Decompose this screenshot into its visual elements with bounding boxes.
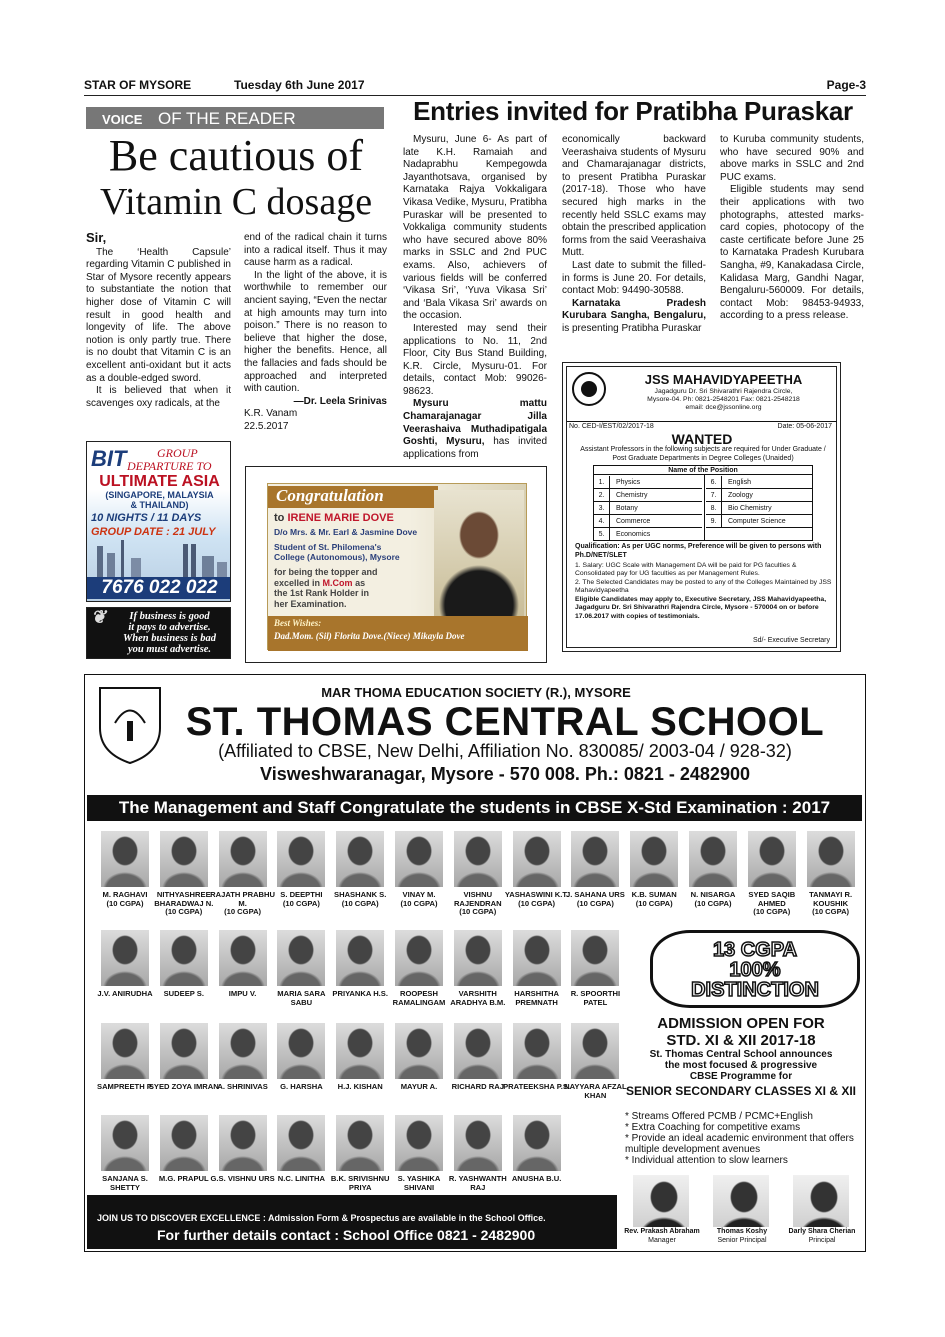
wanted-intro: Assistant Professors in the following subjects are required for Under Graduate / Post Graduate Departments in Degree Colleges (Unaided) — [580, 446, 826, 462]
student-name: S. DEEPTHI (10 CGPA) — [280, 890, 323, 908]
news-paragraph: Eligible students may send their applications with two photographs, attested marks-card copies, photocopy of the caste certificate before June 25 to Karnataka Pradesh Kurubara Sangha, #9, Kanakadasa Circle, Kalidasa Marg, Gandhi Nagar, Bengaluru-560009. For details, contact Mob: 98453-94933, according to a press release. — [720, 184, 864, 322]
letter-column-2 — [244, 232, 387, 434]
student-name: NAYYARA AFZAL KHAN — [564, 1082, 627, 1100]
student-photo — [160, 831, 208, 887]
graduate-photo — [434, 490, 524, 616]
letter-signature: —Dr. Leela Srinivas — [293, 395, 387, 407]
bit-line: GROUP — [157, 446, 198, 460]
student-name: MAYUR A. — [400, 1082, 438, 1091]
staff-photo — [713, 1175, 769, 1227]
jss-email: email: dce@jssonline.org — [685, 404, 762, 411]
bit-logo: BIT — [91, 446, 127, 471]
news-paragraph: Mysuru mattu Chamarajanagar Jilla Veerashaiva Muthadipatigala Goshti, Mysuru, has invited applications from — [403, 398, 548, 460]
student-name: RAJATH PRABHU M. (10 CGPA) — [210, 890, 276, 916]
position-subject: Bio Chemistry — [728, 505, 772, 512]
ref-number: No. CED-I/EST/02/2017-18 — [569, 423, 654, 430]
position-row — [594, 489, 702, 502]
congratulation-card — [267, 483, 527, 650]
student-name: M. RAGHAVI (10 CGPA) — [102, 890, 148, 908]
letter-place: K.R. Vanam — [244, 408, 298, 420]
bit-line: & THAILAND) — [130, 500, 189, 510]
page-header — [84, 76, 866, 96]
student-name: J. SAHANA URS (10 CGPA) — [565, 890, 625, 908]
student-photo — [454, 1023, 502, 1079]
student-photo — [689, 831, 737, 887]
student-photo — [395, 930, 443, 986]
student-photo — [454, 831, 502, 887]
student-name: J.V. ANIRUDHA — [97, 989, 153, 998]
positions-header: Name of the Position — [594, 466, 812, 475]
positions-table — [593, 465, 813, 541]
student-photo — [101, 831, 149, 887]
jss-address: Jagadguru Dr. Sri Shivarathri Rajendra Circle, — [654, 388, 793, 395]
positions-right — [706, 476, 812, 528]
letter-date: 22.5.2017 — [244, 420, 289, 432]
jss-inner — [566, 366, 837, 648]
position-subject: Commerce — [616, 518, 651, 525]
student-photo — [219, 930, 267, 986]
filler-line: it pays to advertise. — [128, 622, 211, 633]
position-row — [594, 515, 702, 528]
jss-emblem-icon — [571, 371, 607, 407]
footer-contact: For further details contact : School Office 0821 - 2482900 — [157, 1227, 536, 1243]
student-name: ROOPESH RAMALINGAM — [392, 989, 446, 1007]
letter-salutation: Sir, — [86, 230, 107, 245]
admission-line: St. Thomas Central School announces — [649, 1049, 833, 1060]
bit-line: DEPARTURE TO — [127, 459, 212, 473]
jss-wanted-ad — [562, 362, 841, 652]
student-photo — [336, 930, 384, 986]
student-name: G. HARSHA — [280, 1082, 323, 1091]
wishes-band — [268, 616, 528, 651]
student-name: VINAY M. (10 CGPA) — [400, 890, 438, 908]
bit-line: (SINGAPORE, MALAYSIA — [105, 490, 214, 500]
student-photo — [513, 930, 561, 986]
student-name: B.K. SRIVISHNU PRIYA — [330, 1174, 390, 1192]
staff-name: Darly Shara Cherian Principal — [788, 1228, 856, 1244]
student-name: VARSHITH ARADHYA B.M. — [450, 989, 506, 1007]
position-row — [594, 528, 702, 541]
divider — [567, 421, 837, 422]
advertise-filler — [86, 607, 231, 659]
student-name: R. SPOORTHI PATEL — [570, 989, 621, 1007]
student-name: S. YASHIKA SHIVANI — [397, 1174, 441, 1192]
news-paragraph: Karnataka Pradesh Kurubara Sangha, Bengaluru, is presenting Pratibha Puraskar — [562, 297, 706, 334]
school-affiliation: (Affiliated to CBSE, New Delhi, Affiliation No. 830085/ 2003-04 / 928-32) — [218, 741, 792, 761]
page-number: Page-3 — [826, 78, 866, 92]
student-name: SYED ZOYA IMRAN — [148, 1082, 219, 1091]
student-name: RICHARD RAJ — [451, 1082, 504, 1091]
letter-column-1 — [86, 232, 231, 410]
student-photo — [219, 1115, 267, 1171]
student-name: NITHYASHREE BHARADWAJ N. (10 CGPA) — [154, 890, 214, 916]
student-photo — [630, 831, 678, 887]
student-name: VISHNU RAJENDRAN (10 CGPA) — [453, 890, 502, 916]
student-photo — [277, 1023, 325, 1079]
college-line: College (Autonomous), Mysore — [274, 552, 400, 562]
student-name: IMPU V. — [228, 989, 257, 998]
student-name: ANUSHA B.U. — [511, 1174, 562, 1183]
filler-line: When business is bad — [122, 633, 217, 644]
feature-list — [625, 1111, 857, 1166]
admission-programme: SENIOR SECONDARY CLASSES XI & XII — [625, 1084, 857, 1098]
position-number: 3. — [594, 502, 610, 514]
feature-item: * Provide an ideal academic environment that offers multiple development avenues — [625, 1133, 854, 1155]
distinction-badge — [650, 930, 860, 1008]
student-photo — [101, 1115, 149, 1171]
admission-line: CBSE Programme for — [689, 1071, 793, 1082]
student-photo — [571, 831, 619, 887]
distinction-label: DISTINCTION — [691, 979, 819, 1001]
student-name: G.S. VISHNU URS — [210, 1174, 275, 1183]
student-photo — [748, 831, 796, 887]
news-paragraph: to Kuruba community students, who have secured 90% and above marks in SSLC and 2nd PUC exams. — [720, 134, 864, 183]
admission-line: the most focused & progressive — [664, 1060, 818, 1071]
news-paragraph: economically backward Veerashaiva students of Mysuru and Chamarajanagar districts, to present Pratibha Puraskar (2017-18). Those who have secured high marks in the recently held SSLC exams may obtain the prescribed application forms from the said Veerashaiva Mutt. — [562, 134, 706, 259]
wishes-label: Best Wishes: — [274, 618, 322, 628]
student-name: N. NISARGA (10 CGPA) — [690, 890, 736, 908]
position-subject: English — [728, 479, 751, 486]
issue-date: Tuesday 6th June 2017 — [234, 78, 365, 92]
position-row — [706, 502, 812, 515]
position-row — [706, 515, 812, 528]
note-1: 1. Salary: UGC Scale with Management DA will be paid for PG faculties & Consolidated pay for UG faculties as per Management Rules. — [575, 562, 797, 578]
student-photo — [160, 1023, 208, 1079]
pass-percentage: 100% — [729, 959, 781, 981]
position-subject: Economics — [616, 531, 651, 538]
student-photo — [513, 1023, 561, 1079]
student-photo — [219, 1023, 267, 1079]
student-photo — [336, 831, 384, 887]
society-name: MAR THOMA EDUCATION SOCIETY (R.), MYSORE — [321, 685, 631, 700]
student-name: YASHASWINI K.T. (10 CGPA) — [504, 890, 569, 908]
student-photo — [336, 1115, 384, 1171]
note-2: 2. The Selected Candidates may be posted to any of the Colleges Maintained by JSS Mahavidyapeetha — [575, 579, 832, 595]
student-photo — [277, 831, 325, 887]
student-name: SAMPREETH P. — [97, 1082, 153, 1091]
student-photo — [277, 930, 325, 986]
school-address: Visweshwaranagar, Mysore - 570 008. Ph.: 0821 - 2482900 — [260, 764, 750, 784]
position-number: 4. — [594, 515, 610, 527]
position-subject: Zoology — [728, 492, 753, 499]
position-number: 2. — [594, 489, 610, 501]
note-3: Eligible Candidates may apply to, Executive Secretary, JSS Mahavidyapeetha, Jagadguru Dr. Sri Shivarathri Rajendra Circle, Mysore - 570004 on or before 17.06.2017 with copies of testimonials. — [575, 596, 827, 620]
position-row — [706, 476, 812, 489]
qualification: Qualification: As per UGC norms, Preference will be given to persons with Ph.D/NET/SLET — [575, 543, 822, 559]
letter-headline-2: Vitamin C dosage — [99, 181, 373, 223]
student-name: SYED SAQIB AHMED (10 CGPA) — [748, 890, 796, 916]
pratibha-column-2 — [562, 134, 706, 336]
position-row — [594, 476, 702, 489]
admission-heading: ADMISSION OPEN FOR — [657, 1015, 825, 1032]
student-name: HARSHITHA PREMNATH — [514, 989, 559, 1007]
voice-of-reader-banner — [86, 107, 384, 129]
student-photo — [807, 831, 855, 887]
student-photo — [101, 1023, 149, 1079]
student-photo — [513, 831, 561, 887]
filler-line: If business is good — [129, 611, 210, 622]
position-number: 8. — [706, 502, 722, 514]
student-photo — [336, 1023, 384, 1079]
wanted-heading: WANTED — [671, 431, 733, 447]
bit-phone: 7676 022 022 — [87, 577, 231, 599]
voice-tag: VOICE — [102, 112, 143, 127]
staff-photo — [793, 1175, 849, 1227]
letter-headline-1: Be cautious of — [108, 131, 364, 180]
student-photo — [571, 930, 619, 986]
bit-destination: ULTIMATE ASIA — [99, 473, 220, 490]
student-photo — [395, 1023, 443, 1079]
position-number: 9. — [706, 515, 722, 527]
pratibha-column-1 — [403, 134, 547, 461]
student-name: K.B. SUMAN (10 CGPA) — [631, 890, 677, 908]
student-name: M.G. PRAPUL — [158, 1174, 209, 1183]
flourish-icon: ❦ — [91, 607, 107, 627]
student-photo — [160, 1115, 208, 1171]
letter-paragraph: end of the radical chain it turns into a radical itself. Thus it may cause harm as a radical. — [244, 232, 387, 269]
staff-photo — [633, 1175, 689, 1227]
to-label: to — [274, 512, 285, 524]
positions-left — [594, 476, 702, 541]
honoree-parents: D/o Mrs. & Mr. Earl & Jasmine Dove — [274, 527, 418, 537]
position-number: 6. — [706, 476, 722, 488]
jss-signature: Sd/- Executive Secretary — [752, 637, 830, 644]
st-thomas-school-ad — [84, 674, 866, 1252]
achievement-text: for being the topper and excelled in M.Com as the 1st Rank Holder in her Examination. — [274, 567, 378, 609]
feature-item: * Individual attention to slow learners — [625, 1155, 788, 1166]
student-photo — [454, 1115, 502, 1171]
letter-paragraph: The ‘Health Capsule’ regarding Vitamin C published in Star of Mysore recently appears to substantiate the notion that higher dose of Vitamin C will result in good health and longevity of life. The above notion is only partly true. There is no doubt that Vitamin C is an excellent anti-oxidant but it acts as a double-edged sword. — [86, 246, 231, 384]
news-paragraph: Mysuru, June 6- As part of late K.H. Ramaiah and Nadaprabhu Kempegowda Jayanthotsava, organised by Karnataka Rajya Vokkaligara Vikasa Vedike, Mysuru, Pratibha Puraskar will be presented to Vokkaliga community students who have secured above 80% marks in SSLC and 2nd PUC exams. Also, achievers of various fields will be conferred ‘Vikasa Sri’, ‘Yuva Vikasa Sri’ and ‘Bala Vikasa Sri’ awards on the occasion. — [403, 134, 547, 322]
admission-classes: STD. XI & XII 2017-18 — [666, 1032, 816, 1049]
student-photo — [571, 1023, 619, 1079]
congratulation-ad — [245, 466, 547, 663]
student-name: SANJANA S. SHETTY — [102, 1174, 148, 1192]
student-photo — [219, 831, 267, 887]
reader-tag: OF THE READER — [158, 109, 296, 128]
student-photo — [160, 930, 208, 986]
student-name: PRIYANKA H.S. — [332, 989, 388, 998]
student-photo — [395, 831, 443, 887]
student-photo — [395, 1115, 443, 1171]
jss-name: JSS MAHAVIDYAPEETHA — [644, 372, 803, 387]
position-subject: Botany — [616, 505, 638, 512]
filler-line: you must advertise. — [127, 644, 212, 655]
wishes-family: Dad.Mom. (Sil) Florita Dove.(Niece) Mikayla Dove — [274, 631, 465, 641]
student-name: TANMAYI R. KOUSHIK (10 CGPA) — [809, 890, 853, 916]
student-photo — [454, 930, 502, 986]
staff-name: Thomas Koshy Senior Principal — [716, 1228, 768, 1244]
student-photo — [277, 1115, 325, 1171]
position-number: 1. — [594, 476, 610, 488]
contact-band — [87, 1195, 617, 1249]
cgpa-count: 13 CGPA — [712, 939, 798, 961]
position-number: 5. — [594, 528, 610, 540]
student-name: PRATEEKSHA P.S. — [503, 1082, 571, 1091]
student-name: R. YASHWANTH RAJ — [448, 1174, 507, 1192]
congratulation-title: Congratulation — [268, 486, 438, 508]
bit-travel-ad — [86, 441, 231, 602]
feature-item: * Extra Coaching for competitive exams — [625, 1122, 801, 1133]
student-name: MARIA SARA SABU — [277, 989, 326, 1007]
paper-name: STAR OF MYSORE — [84, 78, 192, 92]
honoree-name: IRENE MARIE DOVE — [287, 512, 394, 524]
letter-paragraph: In the light of the above, it is worthwhile to remember our ancient saying, “Even the nectar at high amounts may turn into poison.” There is no reason to believe that higher the dose, higher the benefits. Hence, all the fallacies and fads should be approached and interpreted with caution. — [244, 269, 387, 395]
position-subject: Chemistry — [616, 492, 648, 499]
admission-block — [625, 1015, 857, 1098]
ref-date: Date: 05-06-2017 — [777, 423, 832, 430]
position-row — [594, 502, 702, 515]
congratulations-banner: The Management and Staff Congratulate the students in CBSE X-Std Examination : 2017 — [87, 795, 862, 821]
news-paragraph: Interested may send their applications to No. 11, 2nd Floor, City Bus Stand Building, K.R. Circle, Mysuru-01. For details, contact Mob: 99026-98623. — [403, 322, 547, 397]
jss-phone: Mysore-04. Ph: 0821-2548201 Fax: 0821-2548218 — [647, 396, 800, 403]
college-line: Student of St. Philomena's — [274, 542, 382, 552]
school-name: ST. THOMAS CENTRAL SCHOOL — [185, 700, 825, 744]
feature-item: * Streams Offered PCMB / PCMC+English — [625, 1111, 813, 1122]
pratibha-column-3 — [720, 134, 864, 323]
footer-line: JOIN US TO DISCOVER EXCELLENCE : Admission Form & Prospectus are available in the School Office. — [97, 1213, 546, 1223]
position-subject: Physics — [616, 479, 641, 486]
student-name: H.J. KISHAN — [337, 1082, 383, 1091]
news-paragraph: Last date to submit the filled-in forms is June 20. For details, contact Mob: 94490-30588. — [562, 259, 706, 297]
letter-paragraph: It is believed that when it scavenges oxy radicals, at the — [86, 385, 231, 409]
student-name: SUDEEP S. — [163, 989, 204, 998]
student-photo — [513, 1115, 561, 1171]
student-name: A. SHRINIVAS — [217, 1082, 268, 1091]
student-photo — [101, 930, 149, 986]
position-number: 7. — [706, 489, 722, 501]
position-subject: Computer Science — [728, 518, 786, 525]
bit-group-date: GROUP DATE : 21 JULY — [91, 526, 216, 538]
pratibha-headline: Entries invited for Pratibha Puraskar — [413, 96, 853, 126]
position-row — [706, 489, 812, 502]
student-name: SHASHANK S. (10 CGPA) — [334, 890, 387, 908]
student-name: N.C. LINITHA — [277, 1174, 326, 1183]
staff-name: Rev. Prakash Abraham Manager — [624, 1228, 700, 1244]
bit-duration: 10 NIGHTS / 11 DAYS — [91, 512, 202, 524]
